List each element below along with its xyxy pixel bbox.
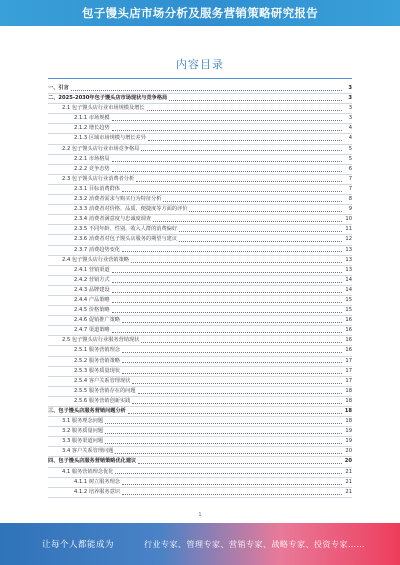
toc-entry-label: 4.1.1 树立服务理念 <box>74 478 120 485</box>
toc-entry-page: 3 <box>348 85 352 91</box>
toc-entry-page: 21 <box>345 478 352 485</box>
toc-entry-page: 13 <box>345 256 352 263</box>
toc-dot-leader <box>112 171 342 172</box>
toc-entry-page: 9 <box>348 206 352 213</box>
toc-entry[interactable] <box>48 468 352 478</box>
toc-entry-page: 6 <box>348 165 352 172</box>
toc-dot-leader <box>189 211 342 212</box>
toc-entry-label: 2.1.3 区域市场规模与增长差异 <box>74 135 146 142</box>
toc-entry[interactable] <box>48 185 352 195</box>
toc-entry[interactable] <box>48 155 352 165</box>
toc-entry-label: 二、2025-2030年包子馒头店市场现状与竞争格局 <box>48 95 168 102</box>
toc-entry-label: 2.5.6 服务营销创新实践 <box>74 397 131 404</box>
toc-dot-leader <box>163 201 342 202</box>
toc-dot-leader <box>122 484 342 485</box>
toc-entry[interactable] <box>48 437 352 447</box>
toc-entry-page: 15 <box>345 296 352 303</box>
toc-entry[interactable] <box>48 114 352 124</box>
toc-dot-leader <box>105 433 342 434</box>
toc-entry[interactable] <box>48 145 352 155</box>
toc-dot-leader <box>132 383 342 384</box>
toc-entry-page: 13 <box>345 246 352 253</box>
table-of-contents <box>48 84 352 498</box>
footer-slogan-left: 让每个人都能成为 <box>42 540 115 550</box>
toc-entry[interactable] <box>48 205 352 215</box>
toc-dot-leader <box>138 463 342 464</box>
toc-entry-page: 18 <box>345 418 352 425</box>
toc-entry-page: 17 <box>345 377 352 384</box>
toc-dot-leader <box>169 100 342 101</box>
toc-entry-label: 2.5.3 服务质量现状 <box>74 367 120 374</box>
toc-entry[interactable] <box>48 367 352 377</box>
toc-entry[interactable] <box>48 478 352 488</box>
toc-entry[interactable] <box>48 266 352 276</box>
toc-dot-leader <box>112 130 342 131</box>
toc-entry-label: 2.4.6 促销推广策略 <box>74 317 120 324</box>
toc-entry-page: 7 <box>348 175 352 182</box>
toc-entry-page: 4 <box>348 135 352 142</box>
toc-entry[interactable] <box>48 195 352 205</box>
toc-entry[interactable] <box>48 346 352 356</box>
toc-dot-leader <box>115 453 342 454</box>
toc-dot-leader <box>122 251 342 252</box>
toc-entry-label: 2.1 包子馒头店行业市场规模及增长 <box>62 105 145 112</box>
toc-dot-leader <box>105 423 342 424</box>
toc-entry-label: 2.3.6 消费者对包子馒头店服务的期望与建议 <box>74 236 178 243</box>
toc-entry[interactable] <box>48 215 352 225</box>
toc-entry-page: 20 <box>344 458 352 465</box>
toc-entry-label: 2.1.1 市场规模 <box>74 115 110 122</box>
toc-dot-leader <box>141 342 342 343</box>
toc-entry-page: 16 <box>345 327 352 334</box>
toc-dot-leader <box>128 413 342 414</box>
toc-entry-page: 21 <box>345 488 352 495</box>
toc-dot-leader <box>122 373 342 374</box>
toc-entry-label: 2.3.2 消费者需求与购买行为特征分析 <box>74 196 162 203</box>
toc-dot-leader <box>141 150 342 151</box>
toc-entry[interactable] <box>48 387 352 397</box>
toc-dot-leader <box>138 393 342 394</box>
toc-entry-page: 18 <box>345 397 352 404</box>
toc-entry[interactable] <box>48 286 352 296</box>
toc-dot-leader <box>112 161 342 162</box>
toc-entry-page: 14 <box>345 276 352 283</box>
toc-entry-label: 一、引言 <box>48 85 69 91</box>
toc-entry-page: 10 <box>345 216 352 223</box>
toc-entry[interactable] <box>48 235 352 245</box>
toc-entry[interactable] <box>48 326 352 336</box>
toc-dot-leader <box>115 473 342 474</box>
toc-entry-page: 19 <box>345 438 352 445</box>
toc-dot-leader <box>147 110 342 111</box>
toc-entry[interactable] <box>48 246 352 256</box>
toc-entry[interactable] <box>48 94 352 104</box>
toc-entry-page: 16 <box>345 337 352 344</box>
toc-dot-leader <box>122 362 342 363</box>
toc-entry[interactable] <box>48 165 352 175</box>
toc-dot-leader <box>131 262 342 263</box>
toc-entry-label: 2.4.3 品牌建设 <box>74 286 110 293</box>
toc-entry[interactable] <box>48 457 352 467</box>
toc-entry-page: 18 <box>345 387 352 394</box>
toc-entry[interactable] <box>48 104 352 114</box>
toc-dot-leader <box>122 322 342 323</box>
toc-entry-label: 2.5.2 服务营销策略 <box>74 357 120 364</box>
toc-dot-leader <box>122 352 342 353</box>
toc-dot-leader <box>122 191 342 192</box>
toc-entry-page: 17 <box>345 367 352 374</box>
footer-slogan-right: 行业专家、管理专家、营销专家、战略专家、投资专家…… <box>144 539 366 549</box>
toc-entry-label: 四、包子馒头店服务营销策略优化建议 <box>48 458 137 465</box>
toc-dot-leader <box>112 120 342 121</box>
toc-entry[interactable] <box>48 316 352 326</box>
toc-dot-leader <box>122 494 342 495</box>
toc-entry[interactable] <box>48 357 352 367</box>
toc-dot-leader <box>112 292 342 293</box>
toc-entry-label: 2.4.2 营销方式 <box>74 276 110 283</box>
toc-dot-leader <box>112 332 342 333</box>
toc-entry-label: 3.3 服务渠道问题 <box>62 438 104 445</box>
toc-entry-page: 3 <box>348 95 352 102</box>
toc-entry-page: 13 <box>345 266 352 273</box>
page-number: 1 <box>198 512 202 518</box>
toc-entry-label: 2.1.2 增长趋势 <box>74 125 110 132</box>
toc-entry-page: 5 <box>348 145 352 152</box>
toc-dot-leader <box>153 221 342 222</box>
toc-entry[interactable] <box>48 306 352 316</box>
toc-entry[interactable] <box>48 276 352 286</box>
toc-dot-leader <box>132 403 342 404</box>
toc-entry-label: 2.2.2 竞争态势 <box>74 165 110 172</box>
toc-entry[interactable] <box>48 447 352 457</box>
toc-entry[interactable] <box>48 336 352 346</box>
toc-entry-label: 2.2.1 市场格局 <box>74 155 110 162</box>
toc-entry-label: 3.4 客户关系管理问题 <box>62 448 114 455</box>
toc-entry-page: 8 <box>348 196 352 203</box>
toc-dot-leader <box>105 443 342 444</box>
heading-divider <box>48 78 352 79</box>
toc-dot-leader <box>148 140 342 141</box>
toc-entry-page: 14 <box>345 286 352 293</box>
toc-entry[interactable] <box>48 488 352 498</box>
toc-entry-label: 2.3 包子馒头店行业消费者分析 <box>62 175 135 182</box>
toc-entry-label: 2.2 包子馒头店行业市场竞争格局 <box>62 145 140 152</box>
toc-entry-label: 2.3.5 不同年龄、性别、收入人群的消费偏好 <box>74 226 178 233</box>
toc-entry-label: 2.3.1 目标消费群体 <box>74 185 120 192</box>
toc-entry[interactable] <box>48 397 352 407</box>
toc-entry[interactable] <box>48 427 352 437</box>
toc-entry[interactable] <box>48 256 352 266</box>
toc-entry-page: 4 <box>348 125 352 132</box>
toc-entry-label: 2.3.7 消费趋势变化 <box>74 246 120 253</box>
toc-entry[interactable] <box>48 84 352 94</box>
toc-dot-leader <box>71 90 342 91</box>
toc-entry-page: 16 <box>345 347 352 354</box>
toc-entry-page: 5 <box>348 155 352 162</box>
toc-entry[interactable] <box>48 407 352 417</box>
toc-entry[interactable] <box>48 296 352 306</box>
toc-entry[interactable] <box>48 225 352 235</box>
toc-entry-label: 2.4.4 产品策略 <box>74 296 110 303</box>
toc-entry-label: 4.1.2 培养服务意识 <box>74 488 120 495</box>
report-title: 包子馒头店市场分析及服务营销策略研究报告 <box>82 6 318 20</box>
toc-entry-page: 17 <box>345 357 352 364</box>
toc-entry-label: 2.5 包子馒头店行业服务营销现状 <box>62 337 140 344</box>
toc-entry-page: 15 <box>345 307 352 314</box>
toc-entry-label: 2.4 包子馒头店行业营销策略 <box>62 256 129 263</box>
toc-entry-label: 2.5.1 服务营销理念 <box>74 347 120 354</box>
toc-entry-label: 2.3.4 消费者满意度与忠诚度调查 <box>74 216 152 223</box>
toc-entry-page: 3 <box>348 105 352 112</box>
toc-dot-leader <box>112 302 342 303</box>
toc-entry-label: 2.3.3 消费者对价格、品质、便捷度等方面的评价 <box>74 206 188 213</box>
toc-entry-label: 2.5.4 客户关系管理现状 <box>74 377 131 384</box>
toc-dot-leader <box>112 282 342 283</box>
toc-entry-label: 3.2 服务质量问题 <box>62 428 104 435</box>
toc-entry-page: 21 <box>345 468 352 475</box>
toc-entry-label: 3.1 服务理念问题 <box>62 418 104 425</box>
toc-dot-leader <box>179 231 342 232</box>
toc-entry-page: 18 <box>344 408 352 414</box>
toc-entry-page: 12 <box>345 236 352 243</box>
toc-entry-page: 16 <box>345 317 352 324</box>
toc-entry-label: 2.4.1 营销渠道 <box>74 266 110 273</box>
toc-entry-page: 19 <box>345 428 352 435</box>
toc-dot-leader <box>112 272 342 273</box>
toc-entry[interactable] <box>48 377 352 387</box>
toc-heading: 内容目录 <box>176 58 224 71</box>
toc-entry-label: 2.5.5 服务营销存在的问题 <box>74 387 136 394</box>
toc-entry-page: 3 <box>348 115 352 122</box>
report-header-bar <box>0 0 400 26</box>
toc-entry-label: 三、包子馒头店服务营销问题分析 <box>48 408 126 414</box>
footer-banner <box>0 523 400 565</box>
toc-entry-page: 11 <box>345 226 352 233</box>
toc-entry-label: 2.4.5 价格策略 <box>74 307 110 314</box>
toc-dot-leader <box>179 241 342 242</box>
toc-entry-page: 7 <box>348 185 352 192</box>
toc-dot-leader <box>112 312 342 313</box>
toc-entry[interactable] <box>48 175 352 185</box>
toc-entry-page: 20 <box>345 448 352 455</box>
toc-entry[interactable] <box>48 124 352 134</box>
toc-dot-leader <box>136 181 342 182</box>
toc-entry[interactable] <box>48 134 352 144</box>
toc-entry[interactable] <box>48 417 352 427</box>
toc-entry-label: 2.4.7 渠道策略 <box>74 327 110 334</box>
toc-entry-label: 4.1 服务营销理念优化 <box>62 468 114 475</box>
